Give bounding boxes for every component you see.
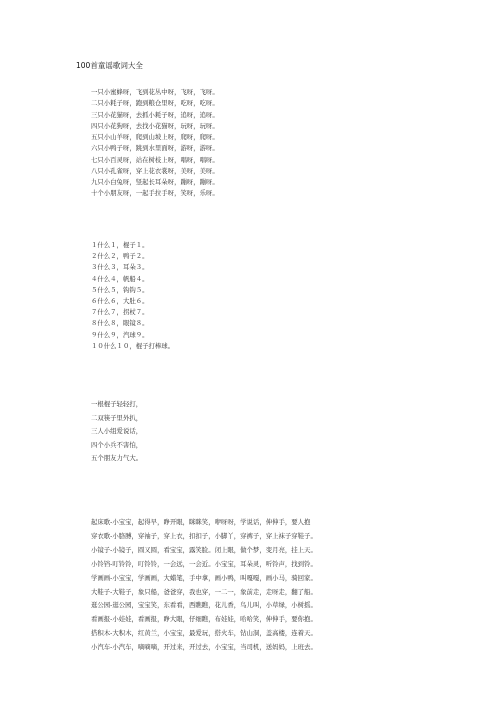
verse-line: 二双筷子里外扒， (91, 413, 143, 422)
verse-line: ４什么４，帆船４。 (91, 274, 149, 283)
verse-line: ２什么２，鸭子２。 (91, 252, 149, 261)
verse-line: 二只小耗子呀，跑到粮仓里呀，吃呀，吃呀。 (91, 99, 219, 108)
verse-line: 一根棍子轻轻打， (91, 400, 143, 408)
verse-line: 起床歌-小宝宝，起得早，睁开眼，眯眯笑，咿呀呀，学说话，伸伸手，要人抱 (91, 518, 311, 526)
verse-line: ８什么８，眼镜８。 (91, 319, 149, 328)
verse-line: 九只小白兔呀，竖起长耳朵呀，蹦呀，蹦呀。 (91, 178, 219, 186)
verse-line: 小镜子-小镜子，圆又圆，看宝宝，露笑脸。闭上眼，做个梦，变月亮，挂上天。 (91, 545, 317, 554)
verse-line: ５什么５，钩钩５。 (91, 285, 149, 294)
verse-line: 大鞋子-大鞋子，象只船，爸爸穿，我也穿，一二一，象前走，走呀走，翻了船。 (91, 587, 317, 596)
verse-line: 六只小鸭子呀，跳到水里面呀，游呀，游呀。 (91, 144, 219, 153)
verse-line: 三人小组爱说话， (91, 427, 143, 435)
verse-line: 四个小兵不害怕， (91, 440, 143, 449)
verse-line: 八只小孔雀呀，穿上花衣裳呀，美呀，美呀。 (91, 166, 219, 175)
verse-line: 看画报-小娃娃，看画报，睁大眼，仔细瞧，布娃娃，哈哈笑，伸伸手，要你抱。 (91, 615, 317, 624)
verse-line: １什么１，棍子１。 (91, 241, 149, 249)
verse-line: 逛公园-逛公园，宝宝笑，东看看，西瞧瞧，花儿香，鸟儿叫，小草绿，小树摇。 (91, 601, 317, 610)
verse-ten-animals (91, 87, 219, 200)
verse-line: 一只小蜜蜂呀，飞到花丛中呀，飞呀，飞呀。 (91, 88, 219, 96)
verse-numbers (91, 240, 174, 352)
verse-line: 小汽车-小汽车，嘀嘀嘀，开过来，开过去，小宝宝，当司机，送妈妈，上班去。 (91, 643, 317, 652)
document-title: 100首童谣歌词大全 (76, 61, 143, 70)
verse-line: 四只小花狗呀，去找小花猫呀，玩呀，玩呀。 (91, 121, 219, 130)
verse-line: 五个朋友力气大。 (91, 454, 143, 462)
verse-line: 搭积木-大积木，红黄兰，小宝宝，最爱玩，搭火车，钻山洞，盖高楼，连着天。 (91, 629, 317, 638)
verse-line: ３什么３，耳朵３。 (91, 263, 149, 272)
verse-line: ６什么６，大肚６。 (91, 297, 149, 306)
verse-line: 十个小朋友呀，一起手拉手呀，笑呀，乐呀。 (91, 189, 219, 198)
verse-daily-songs (91, 516, 317, 655)
verse-line: 穿衣歌-小胳膊，穿袖子，穿上衣，扣扣子，小脚丫，穿裤子，穿上袜子穿鞋子。 (91, 531, 317, 540)
verse-line: 小铃铛-叮铃铃，叮铃铃，一会远，一会近。小宝宝，耳朵灵，听铃声，找到铃。 (91, 559, 317, 568)
verse-line: １０什么１０，棍子打棒球。 (91, 341, 175, 350)
verse-line: 三只小花猫呀，去抓小耗子呀，追呀，追呀。 (91, 110, 219, 119)
verse-fingers (91, 398, 142, 466)
verse-line: ９什么９，汽球９。 (91, 330, 149, 339)
verse-line: ７什么７，拐杖７。 (91, 308, 149, 317)
verse-line: 学画画-小宝宝，学画画，大蜡笔，手中拿，画小鸭，叫嘎嘎，画小马，骑回家。 (91, 573, 317, 582)
verse-line: 五只小山羊呀，爬到山坡上呀，爬呀，爬呀。 (91, 133, 219, 141)
verse-line: 七只小百灵呀，站在树枝上呀，唱呀，唱呀。 (91, 155, 219, 164)
